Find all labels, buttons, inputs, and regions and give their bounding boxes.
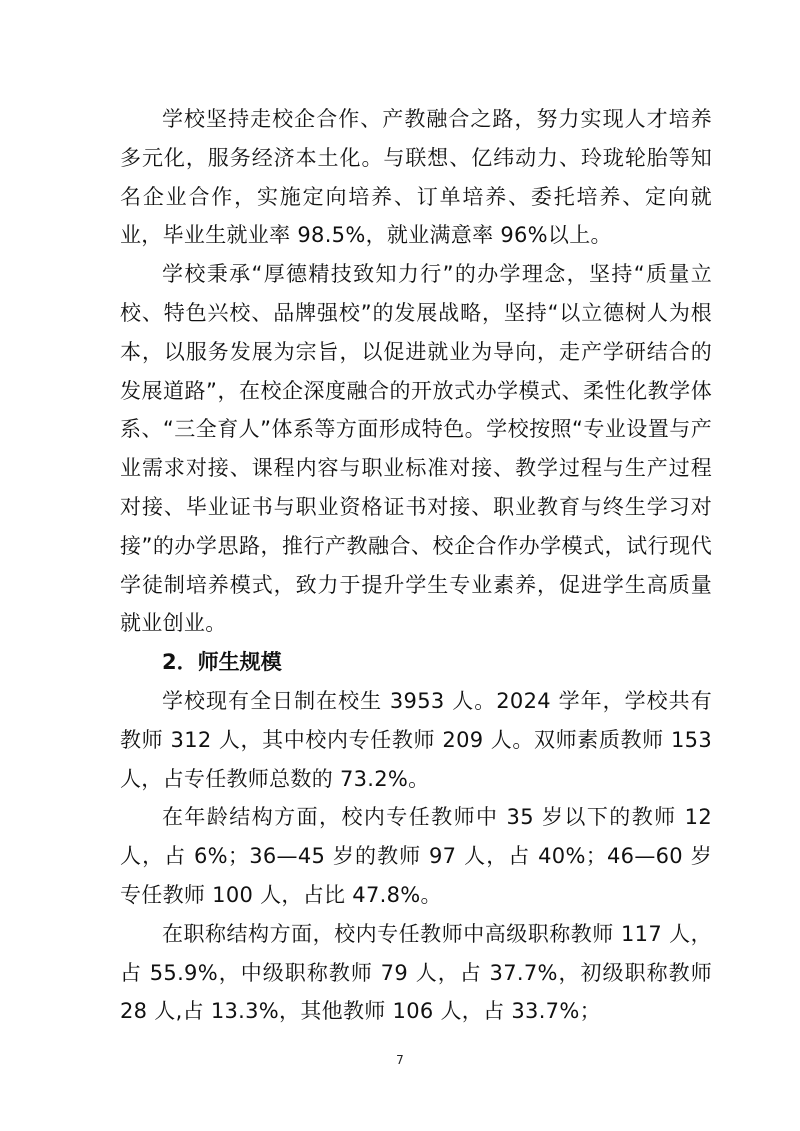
paragraph-school-philosophy: 学校秉承“厚德精技致知力行”的办学理念，坚持“质量立校、特色兴校、品牌强校”的发展战略，坚持“以立德树人为根本，以服务发展为宗旨，以促进就业为导向，走产学研结合的发展道路”，在校企深度融合的开放式办学模式、柔性化教学体系、“三全育人”体系等方面形成特色。学校按照“专业设置与产业需求对接、课程内容与职业标准对接、教学过程与生产过程对接、毕业证书与职业资格证书对接、职业教育与终生学习对接”的办学思路，推行产教融合、校企合作办学模式，试行现代学徒制培养模式，致力于提升学生专业素养，促进学生高质量就业创业。 — [120, 262, 712, 636]
paragraph-title-structure: 在职称结构方面，校内专任教师中高级职称教师 117 人，占 55.9%，中级职称教师 79 人，占 37.7%，初级职称教师 28 人,占 13.3%，其他教师 106 人，占 33.7%； — [120, 921, 712, 1024]
page-number: 7 — [396, 1053, 404, 1067]
paragraph-school-enterprise-cooperation: 学校坚持走校企合作、产教融合之路，努力实现人才培养多元化，服务经济本土化。与联想、亿纬动力、玲珑轮胎等知名企业合作，实施定向培养、订单培养、委托培养、定向就业，毕业生就业率 98.5%，就业满意率 96%以上。 — [120, 107, 712, 248]
page-body — [120, 100, 712, 1031]
paragraph-age-structure: 在年龄结构方面，校内专任教师中 35 岁以下的教师 12 人，占 6%；36—45 岁的教师 97 人，占 40%；46—60 岁专任教师 100 人，占比 47.8%。 — [120, 805, 712, 907]
paragraph-student-teacher-counts: 学校现有全日制在校生 3953 人。2024 学年，学校共有教师 312 人，其中校内专任教师 209 人。双师素质教师 153 人，占专任教师总数的 73.2%。 — [120, 688, 712, 791]
section-heading-teachers-students: 2．师生规模 — [162, 650, 282, 675]
